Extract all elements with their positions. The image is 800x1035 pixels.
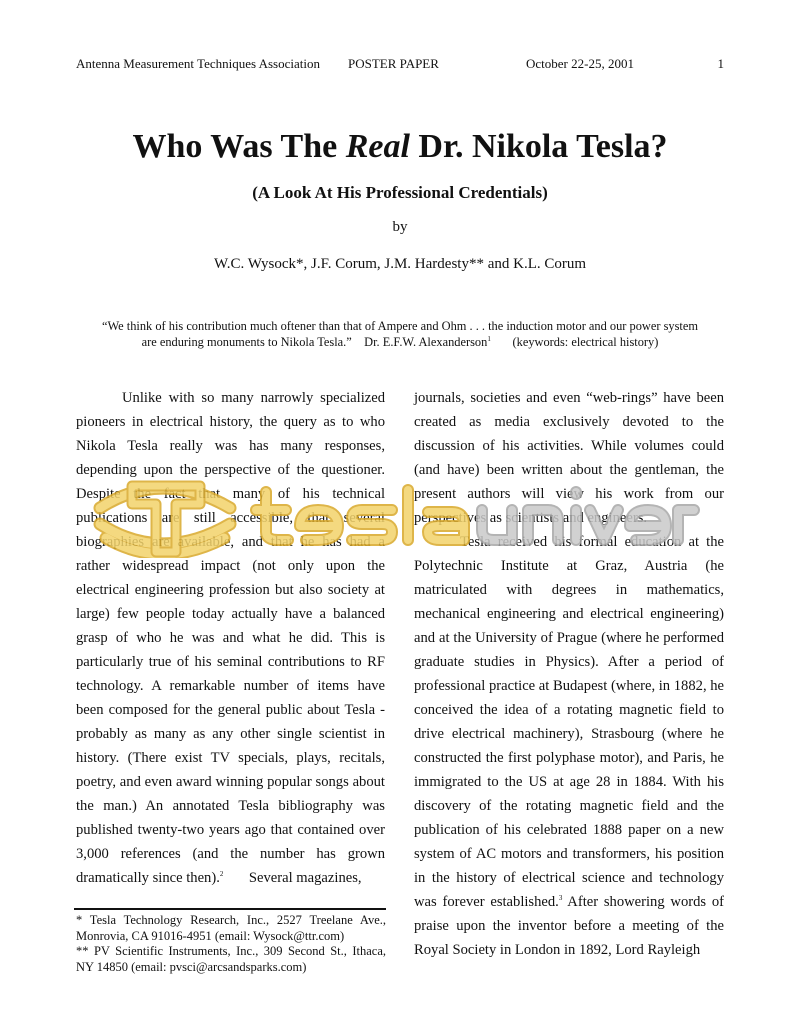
epigraph-line-1: “We think of his contribution much oftener than that of Ampere and Ohm . . . the induction motor and our power system: [101, 319, 699, 333]
paragraph-education-tail: After showering words of praise upon the inventor before a meeting of the Royal Society in London in 1892, Lord Rayleigh: [414, 894, 724, 958]
paragraph-intro: [76, 386, 385, 890]
footnote-ref-3: 3: [558, 894, 563, 903]
paragraph-education-text: Tesla received his formal education at the Polytechnic Institute at Graz, Austria (he matriculated with degrees in mathematics, mechanical engineering and electrical engineering) and at the University of Prague (where he performed graduate studies in Physics). After a period of professional practice at Budapest (where, in 1882, he conceived the idea of a rotating magnetic field to drive electrical machinery), Strasbourg (where he constructed the first polyphase motor), and Paris, he immigrated to the US at age 28 in 1884. With his discovery of the rotating magnetic field and the publication of his celebrated 1888 paper on a new system of AC motors and transformers, his position in the history of electrical science and technology was forever established.: [414, 534, 725, 910]
footnote-ref-1: 1: [487, 334, 491, 343]
paragraph-continuation: journals, societies and even “web-rings” have been created as media exclusively devoted to the discussion of his activities. While volumes could (and have) been written about the gentleman, the present authors will view his work from our perspectives as scientists and engineers.: [414, 390, 724, 526]
column-left: [76, 386, 385, 890]
header-page-number: 1: [717, 56, 724, 71]
byline-by: by: [392, 219, 408, 235]
paragraph-intro-text: Unlike with so many narrowly specialized pioneers in electrical history, the query as to who Nikola Tesla really was has many responses, depending upon the perspective of the questioner. Despite the fact that many of his technical publications are still accessible, that several biographies are available, and that he has had a rather widespread impact (not only upon the electrical engineering profession but also society at large) few people today actually have a balanced grasp of who he was and what he did. This is particularly true of his seminal contributions to RF technology. A remarkable number of items have been composed for the general public about Tesla - probably as many as any other single scientist in history. (There exist TV specials, plays, recitals, poetry, and even award winning popular songs about the man.) An annotated Tesla bibliography was published twenty-two years ago that contained over 3,000 references (and the number has grown dramatically since then).: [76, 390, 385, 886]
paragraph-intro-tail: Several magazines,: [223, 870, 362, 886]
keywords: (keywords: electrical history): [512, 335, 659, 349]
author-affiliations: [76, 913, 386, 975]
affiliation-2: ** PV Scientific Instruments, Inc., 309 Second St., Ithaca, NY 14850 (email: pvsci@arcsandsparks.com): [76, 944, 386, 974]
column-right: [414, 386, 724, 962]
title-italic-word: Real: [345, 128, 410, 165]
epigraph-line-2: [70, 334, 730, 350]
header-organization: Antenna Measurement Techniques Association: [76, 56, 320, 71]
author-list: W.C. Wysock*, J.F. Corum, J.M. Hardesty** and K.L. Corum: [213, 256, 587, 272]
paper-title: [0, 128, 800, 166]
footnote-ref-2: 2: [219, 870, 224, 879]
paper-subtitle: (A Look At His Professional Credentials): [252, 183, 548, 202]
header-date: October 22-25, 2001: [526, 56, 634, 71]
affiliation-1: * Tesla Technology Research, Inc., 2527 Treelane Ave., Monrovia, CA 91016-4951 (email: Wysock@ttr.com): [76, 913, 386, 943]
running-header: [76, 56, 724, 74]
footnote-divider: [74, 908, 386, 910]
epigraph-quote-end: are enduring monuments to Nikola Tesla.”: [141, 335, 352, 349]
paragraph-education: [414, 530, 724, 962]
header-paper-type: POSTER PAPER: [348, 56, 439, 71]
title-part-1: Who Was The: [132, 128, 346, 165]
epigraph: [70, 318, 730, 350]
title-part-2: Dr. Nikola Tesla?: [409, 128, 668, 165]
epigraph-attribution: Dr. E.F.W. Alexanderson: [364, 335, 488, 349]
